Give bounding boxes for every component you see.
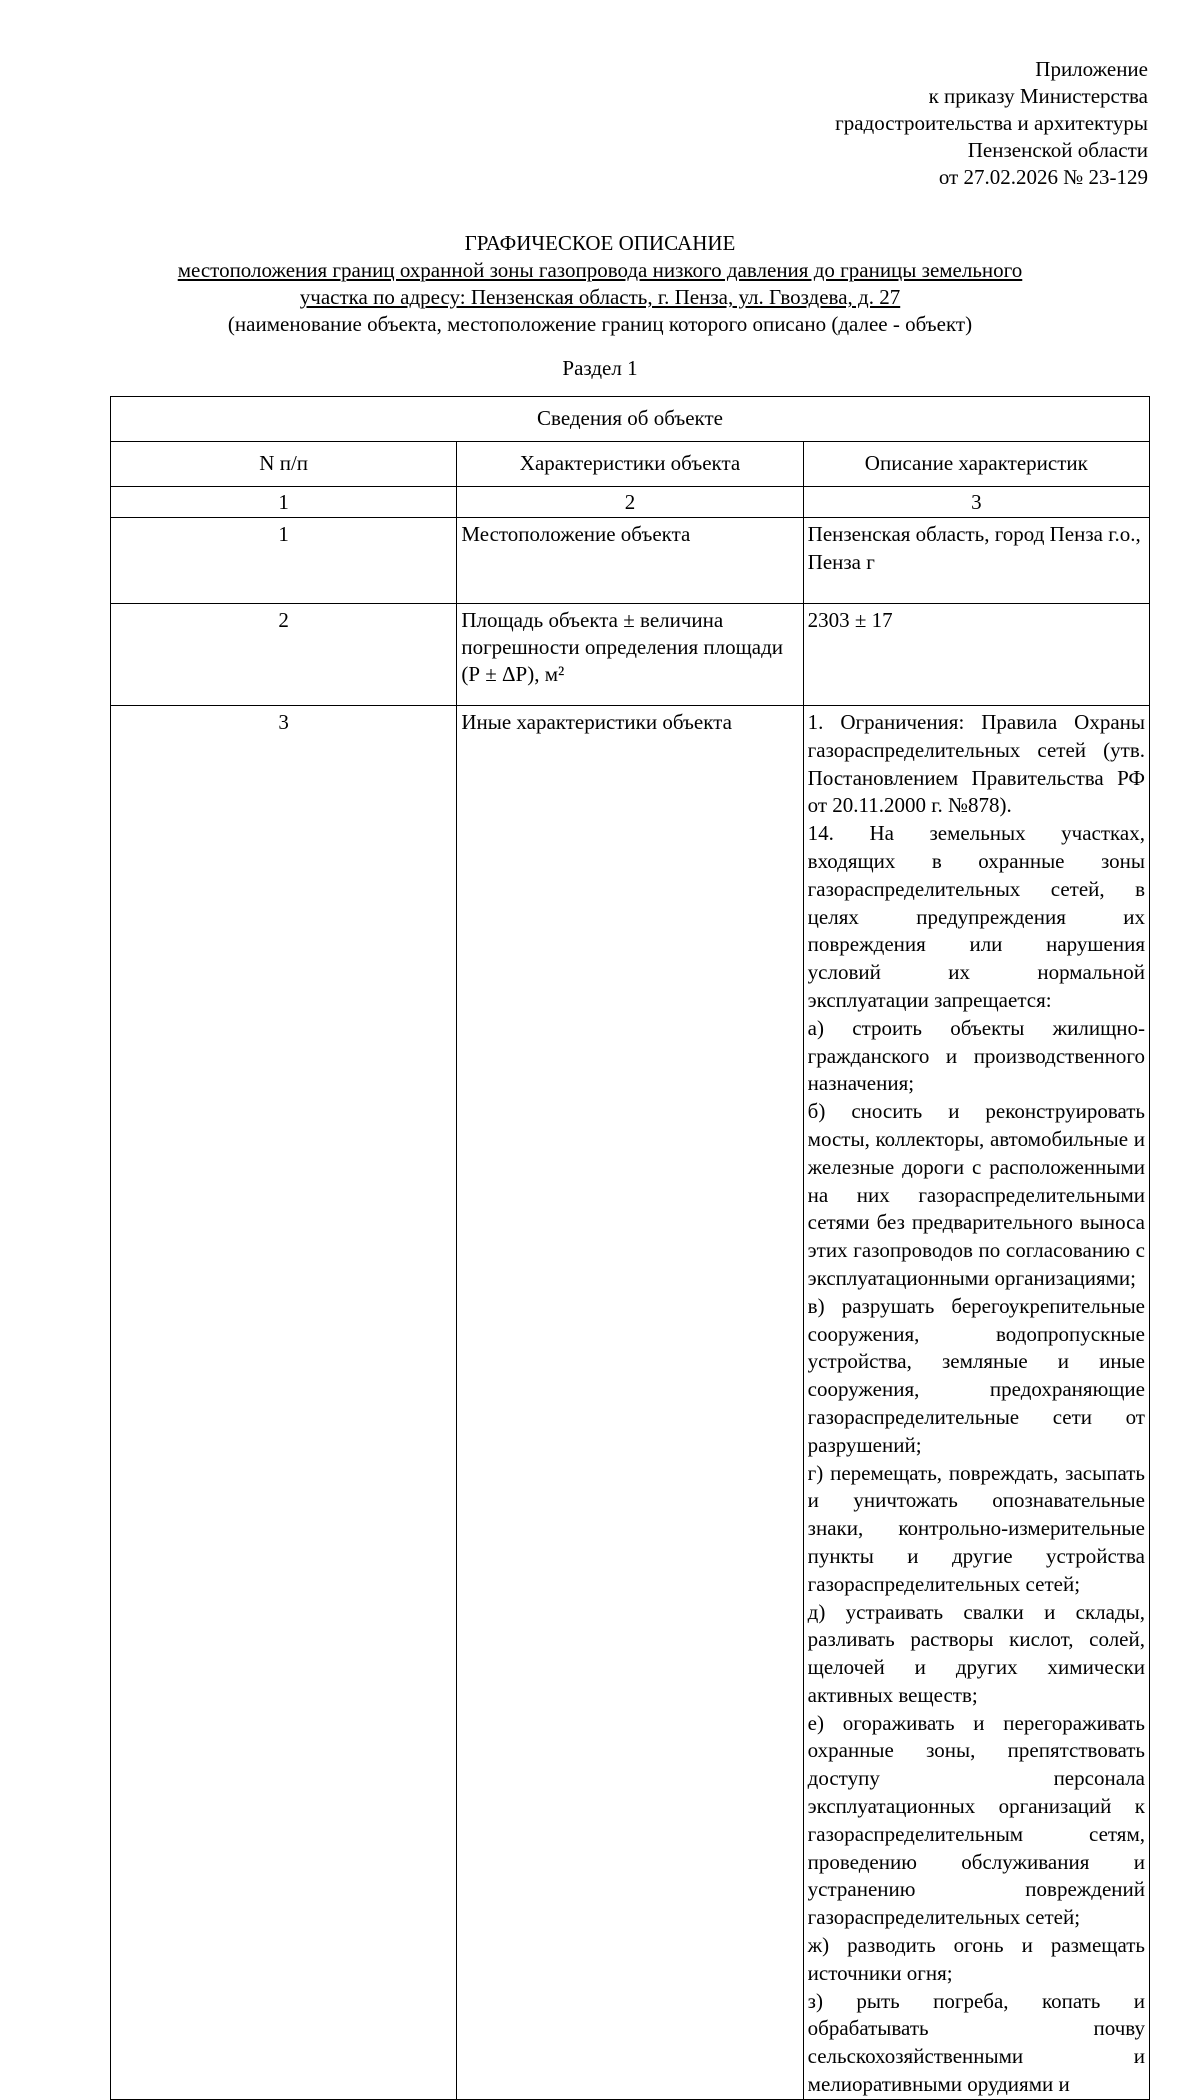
description-paragraph: а) строить объекты жилищно-гражданского и производственного назначения;	[807, 1015, 1145, 1096]
row-characteristic: Местоположение объекта	[457, 518, 803, 604]
description-paragraph: в) разрушать берегоукрепительные сооружения, водопропускные устройства, земляные и иные сооружения, предохраняющие газораспределительные сети от разрушений;	[807, 1293, 1145, 1457]
description-paragraph: б) сносить и реконструировать мосты, коллекторы, автомобильные и железные дороги с расположенными на них газораспределительными сетями без предварительного выноса этих газопроводов по согласованию с эксплуатационными организациями;	[807, 1099, 1145, 1290]
appendix-line: Пензенской области	[967, 138, 1148, 162]
table-header-row	[111, 442, 1150, 487]
row-description: 2303 ± 17	[803, 604, 1149, 706]
column-number: 3	[803, 487, 1149, 518]
object-info-table	[110, 396, 1150, 2100]
table-caption: Сведения об объекте	[111, 397, 1150, 442]
row-number: 3	[111, 706, 457, 2100]
subject-caption: (наименование объекта, местоположение границ которого описано (далее - объект)	[227, 312, 973, 336]
row-characteristic: Иные характеристики объекта	[457, 706, 803, 2100]
table-caption-row	[111, 397, 1150, 442]
description-paragraph: 1. Ограничения: Правила Охраны газораспределительных сетей (утв. Постановлением Правительства РФ от 20.11.2000 г. №878).	[807, 710, 1145, 818]
object-subject-line: местоположения границ охранной зоны газопровода низкого давления до границы земельного	[177, 258, 1023, 282]
object-subject-line: участка по адресу: Пензенская область, г. Пенза, ул. Гвоздева, д. 27	[299, 285, 901, 309]
table-row	[111, 706, 1150, 2100]
row-characteristic: Площадь объекта ± величина погрешности определения площади (Р ± ΔР), м²	[457, 604, 803, 706]
column-number-row	[111, 487, 1150, 518]
description-paragraph: ж) разводить огонь и размещать источники огня;	[807, 1933, 1145, 1985]
appendix-line: к приказу Министерства	[928, 84, 1148, 108]
column-header: Характеристики объекта	[457, 442, 803, 487]
row-description	[803, 706, 1149, 2100]
description-paragraph: е) огораживать и перегораживать охранные зоны, препятствовать доступу персонала эксплуатационных организаций к газораспределительным сетям, проведению обслуживания и устранению повреждений газораспределительных сетей;	[807, 1710, 1145, 1930]
column-number: 2	[457, 487, 803, 518]
column-header: N п/п	[111, 442, 457, 487]
table-row	[111, 518, 1150, 604]
appendix-date-line: от 27.02.2026 № 23-129	[938, 165, 1148, 189]
title-block	[0, 230, 1200, 338]
row-number: 1	[111, 518, 457, 604]
appendix-line: градостроительства и архитектуры	[835, 111, 1148, 135]
column-number: 1	[111, 487, 457, 518]
description-paragraph: з) рыть погреба, копать и обрабатывать почву сельскохозяйственными и мелиоративными орудиями и	[807, 1988, 1145, 2097]
description-paragraph: 14. На земельных участках, входящих в охранные зоны газораспределительных сетей, в целях предупреждения их повреждения или нарушения условий их нормальной эксплуатации запрещается:	[807, 821, 1145, 1012]
description-paragraph: г) перемещать, повреждать, засыпать и уничтожать опознавательные знаки, контрольно-измерительные пункты и другие устройства газораспределительных сетей;	[807, 1460, 1145, 1596]
section-heading: Раздел 1	[562, 356, 638, 380]
row-description: Пензенская область, город Пенза г.о., Пенза г	[803, 518, 1149, 604]
row-number: 2	[111, 604, 457, 706]
description-paragraph: д) устраивать свалки и склады, разливать растворы кислот, солей, щелочей и других химически активных веществ;	[807, 1599, 1145, 1707]
appendix-line: Приложение	[1035, 57, 1148, 81]
document-title: ГРАФИЧЕСКОЕ ОПИСАНИЕ	[464, 231, 736, 255]
appendix-block	[835, 56, 1148, 191]
column-header: Описание характеристик	[803, 442, 1149, 487]
table-row	[111, 604, 1150, 706]
